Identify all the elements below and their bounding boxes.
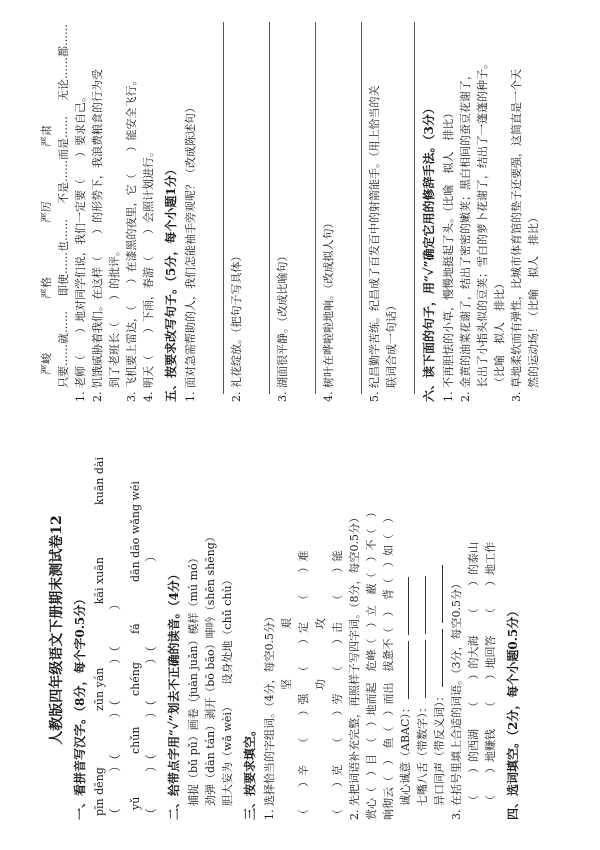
pinyin: fá (129, 623, 142, 634)
word: 即使……也…… (57, 219, 70, 296)
left-column (0, 434, 600, 834)
question-5-4: 4. 树叶在哗啦啦地响。（改成拟人句） (322, 217, 335, 402)
word: 严峻 (40, 353, 53, 375)
rhetoric-question-cont: 长出了小指头似的豆荚；雪白的萝卜花谢了，结出了一蓬蓬的种子。 (476, 58, 489, 388)
pinyin-row-2 (128, 440, 143, 820)
fill-line[interactable]: 七嘴八舌（带数字）： (414, 440, 431, 820)
word: 不是……而是…… (57, 116, 70, 204)
fill-line[interactable]: 1. 老师（ ）地对同学们说，我们一定要（ ）要求自己。 (74, 91, 87, 402)
pinyin: chéng (129, 662, 142, 696)
reading-line[interactable]: 捕捉（bǔ pǔ）画卷（juàn juǎn）模样（mú mó） (187, 552, 200, 806)
question-5-5-cont: 联词合成一句话） (385, 300, 398, 388)
rhetoric-question[interactable]: 1. 不再胆怯的小草，慢慢地挺起了头。（比喻 拟人 排比） (442, 107, 455, 402)
question-5-2: 2. 礼花绽放。（把句子写具体） (230, 250, 243, 402)
answer-row-1[interactable]: （ ）（ ）（ ）（ ） (108, 597, 122, 820)
pinyin: yǔ (129, 796, 142, 810)
char: 攻 (314, 568, 327, 629)
word-bank-2 (55, 18, 72, 402)
question-3-2: 2. 先把词语补充完整，再照样子写四字词。（8分，每空0.5分） (348, 512, 361, 820)
word: 严厉 (40, 201, 53, 223)
char: 功 (314, 629, 327, 690)
question-3-3: 3. 在括号里填上合适的词语。（3分，每空0.5分） (450, 578, 463, 820)
reading-line[interactable]: 劲弹（dàn tán）剥开（bō bāo）呻吟（shēn shēng） (204, 531, 217, 806)
word: 无论……都…… (57, 24, 70, 101)
fill-line[interactable]: 4. 明天（ ）下雨，春游（ ）会照计划进行。 (142, 146, 155, 402)
question-5-1: 1. 面对急需帮助的人，我们怎能袖手旁观呢？（改成陈述句） (184, 102, 197, 402)
answer-line[interactable] (291, 22, 316, 394)
pinyin: chǔn (129, 726, 142, 754)
fill-line[interactable]: 到了老班长（ ）的批评。 (108, 245, 121, 388)
word-bank-1 (38, 18, 55, 402)
answer-line[interactable] (245, 22, 270, 394)
fill-line[interactable]: （ ）克 （ ）劳 （ ）击 （ ）能 (331, 550, 344, 820)
question-5-3: 3. 湖面很平静。（改成比喻句） (276, 250, 289, 402)
pinyin: kāi xuān (93, 557, 106, 605)
section2-heading: 二、给带点字用“✓”划去不正确的读音。（4分） (167, 568, 181, 820)
fill-line[interactable]: 赏心（ ）目 （ ）地而起 危峰（ ）立 蔽（ ）不（ ） (365, 506, 378, 820)
question-5-5: 5. 纪昌勤学苦练。纪昌成了百发百中的射箭能手。（用上恰当的关 (368, 85, 381, 402)
char-choice (312, 440, 329, 820)
char: 坚 (280, 629, 293, 690)
pinyin: zūn yán (93, 667, 106, 711)
answer-line[interactable] (199, 22, 224, 394)
section1-heading: 一、看拼音写汉字。（8分，每个字0.5分） (73, 592, 87, 820)
section3-heading: 三、按要求填空。 (243, 723, 257, 820)
rhetoric-question[interactable]: 3. 草地柔软而有弹性，比城市体育馆的垫子还要强，这简直是一个天 (510, 69, 523, 402)
rhetoric-question-cont[interactable]: 然的运动场！（比喻 拟人 排比） (527, 212, 540, 388)
answer-line[interactable] (400, 22, 415, 394)
pinyin: dān dāo wǎng wéi (129, 481, 142, 582)
rhetoric-question[interactable]: 2. 金黄的油菜花谢了，结出了密密的嫩荚；黑白相间的蚕豆花谢了， (459, 69, 472, 402)
fill-line[interactable]: 诚心诚意（ABAC）： (397, 440, 414, 820)
fill-line[interactable]: 2. 饥饿威胁着我们。在这样（ ）的形势下，我浪费粮食的行为受 (91, 69, 104, 402)
char: 艰 (280, 568, 293, 629)
right-column (0, 12, 600, 412)
pinyin-row-1 (92, 440, 107, 820)
reading-line[interactable]: 胆大妄为（wǎ wèi） 设身处地（chǔ chù） (221, 574, 234, 806)
pinyin: pīn dēng (93, 767, 106, 816)
answer-line[interactable] (337, 22, 362, 394)
fill-line[interactable]: （ ）地赚钱 （ ）地回答 （ ）地工作 (484, 542, 497, 806)
char-choice (278, 440, 295, 820)
word: 严格 (40, 277, 53, 299)
word: 严肃 (40, 125, 53, 147)
fill-line[interactable]: 异口同声（带反义词）： (431, 440, 448, 820)
question-3-1: 1. 选择恰当的字组词。（4分，每空0.5分） (263, 611, 276, 820)
fill-line[interactable]: 响彻云（ ） 鱼（ ）而出 拔惫不（ ） 背（ ）如（ ） (382, 512, 395, 820)
exam-title: 人教版四年级语文下册期末测试卷12 (49, 515, 65, 745)
fill-line[interactable]: 3. 飞机要上雷达，（ ）在漆黑的夜里，它（ ）能安全飞行。 (125, 74, 138, 402)
section5-heading: 五、按要求改写句子。（5分，每个小题1分） (164, 163, 178, 402)
word: 只要……就…… (57, 311, 70, 388)
section6-heading: 六、读下面的句子，用“✓”确定它用的修辞手法。（3分） (422, 102, 436, 402)
pinyin: kuān dài (93, 457, 106, 506)
fill-line[interactable]: （ ）的西湖 （ ）的大海 （ ）的泰山 (467, 542, 480, 806)
answer-row-2[interactable]: （ ）（ ）（ ）（ ） (144, 549, 158, 820)
fill-line[interactable]: （ ）辛 （ ）强 （ ）定 （ ）难 (297, 550, 310, 820)
rhetoric-options[interactable]: （比喻 拟人 排比） (493, 278, 506, 388)
section4-heading: 四、选词填空。（2分，每个小题0.5分） (506, 604, 520, 820)
